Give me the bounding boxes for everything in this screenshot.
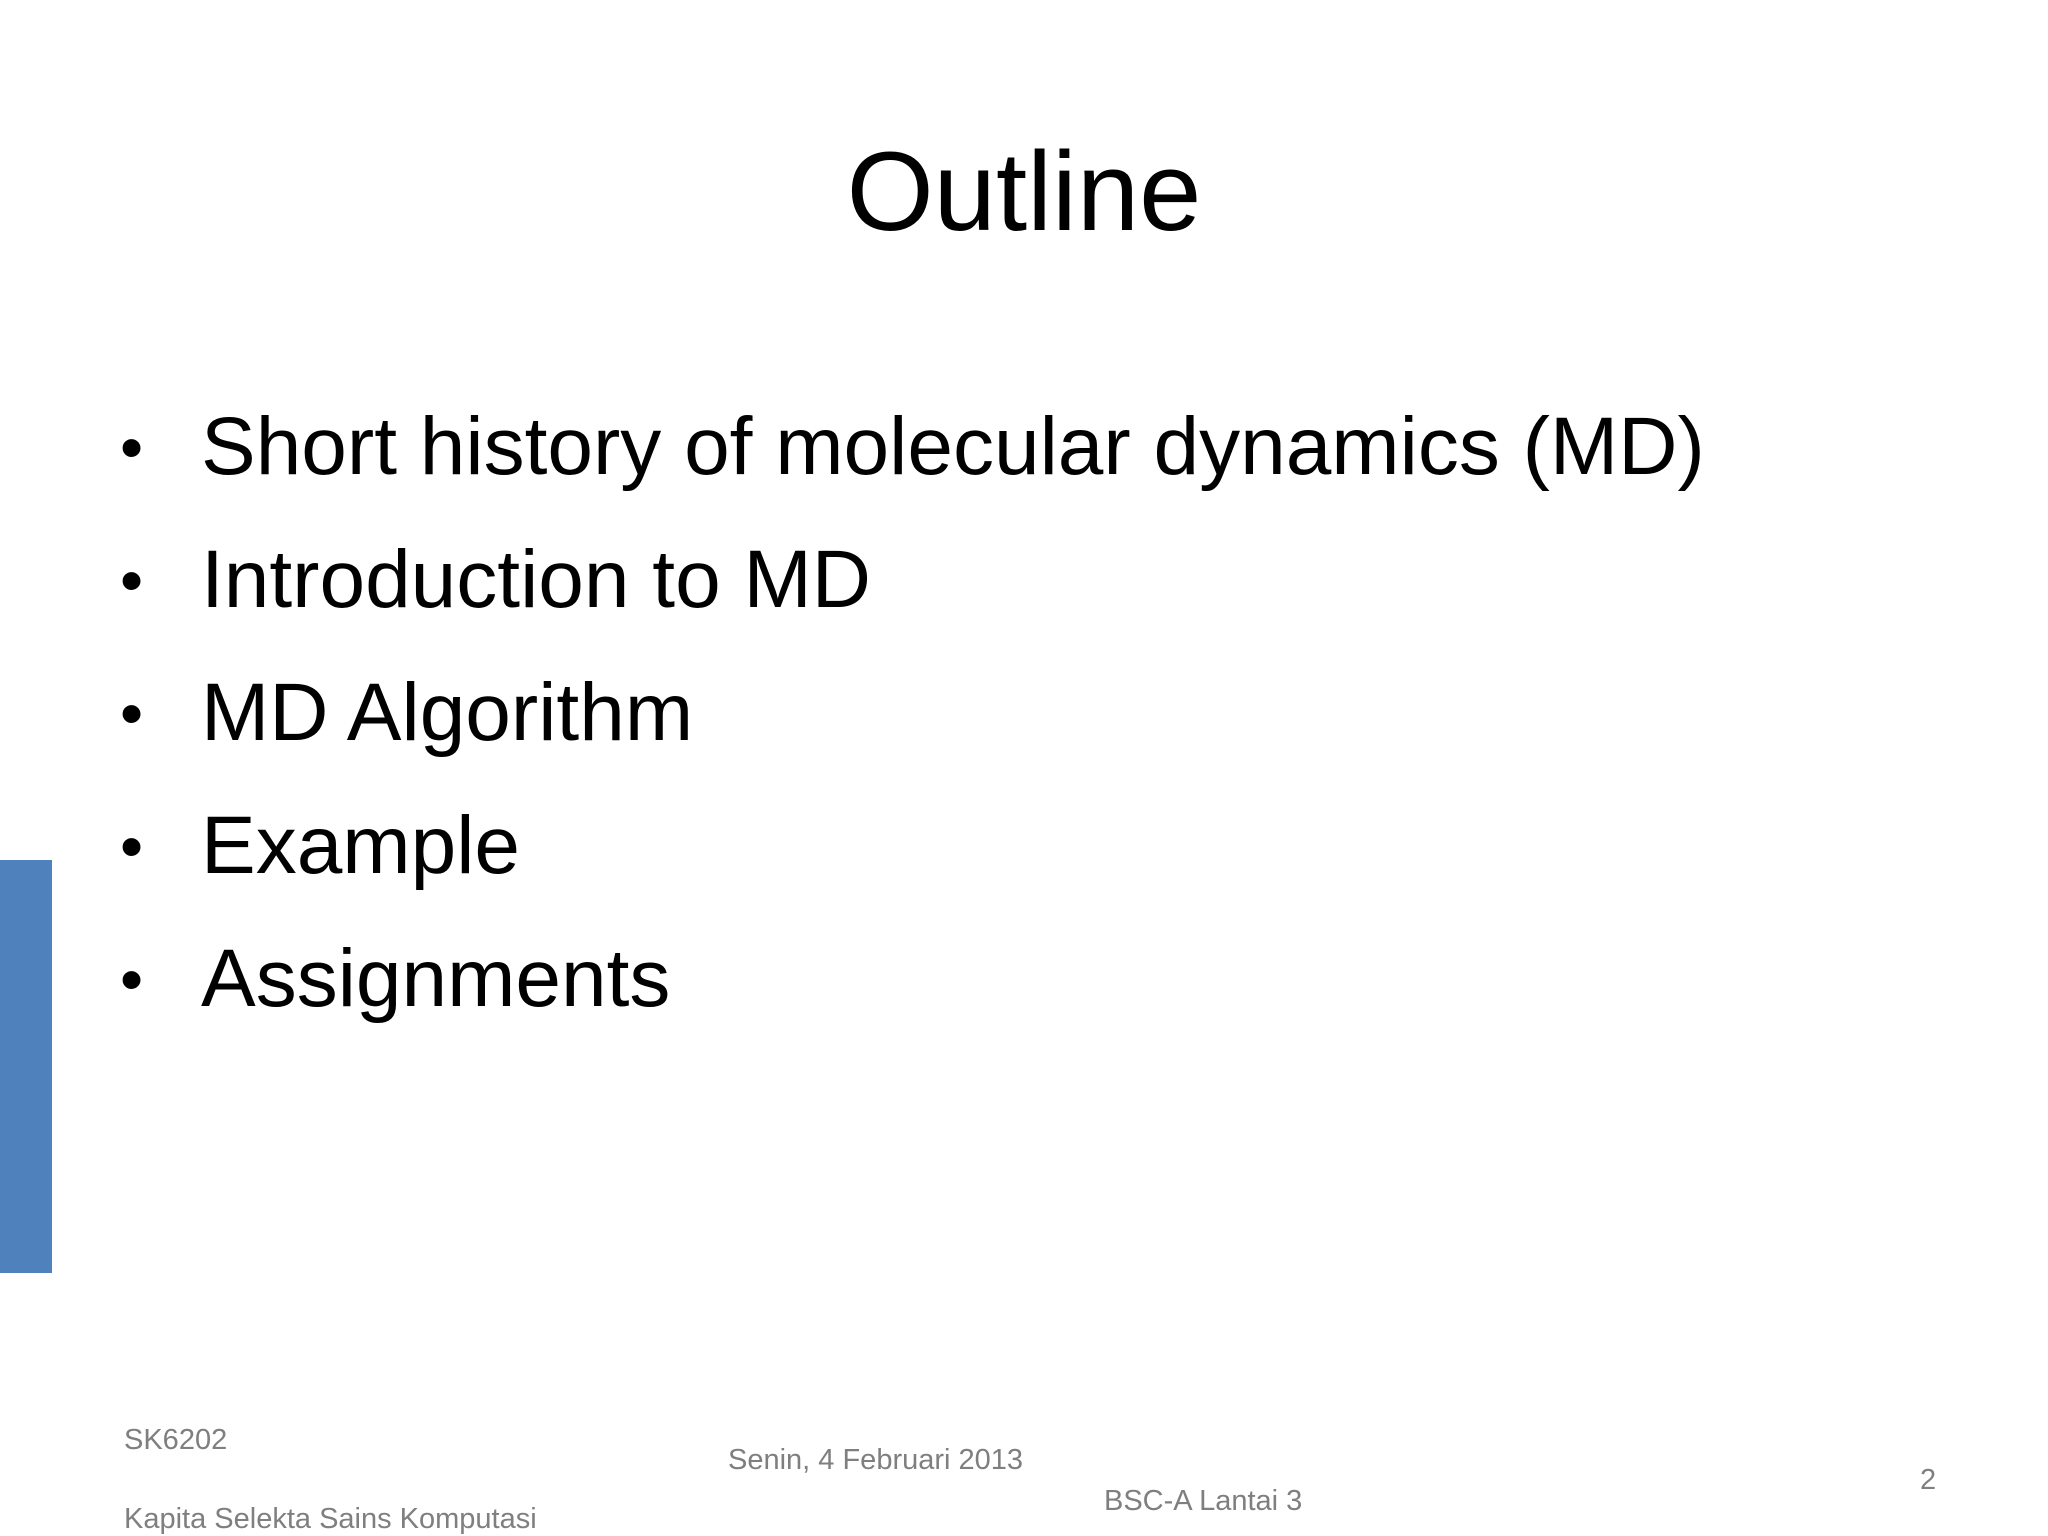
footer-course-name: Kapita Selekta Sains Komputasi (124, 1503, 537, 1535)
bullet-icon: • (120, 675, 144, 750)
footer-spacer (124, 1455, 537, 1505)
list-item-text: MD Algorithm (201, 666, 694, 758)
slide-title: Outline (846, 129, 1202, 254)
list-item-text: Short history of molecular dynamics (MD) (201, 400, 1705, 492)
footer-course-code: SK6202 (124, 1424, 228, 1456)
list-item (120, 646, 1705, 779)
list-item (120, 912, 1705, 1045)
footer-course (124, 1426, 537, 1534)
bullet-icon: • (120, 808, 144, 883)
footer-date: Senin, 4 Februari 2013 (728, 1444, 1024, 1476)
footer-location: BSC-A Lantai 3 (1104, 1485, 1303, 1517)
list-item (120, 513, 1705, 646)
page-number: 2 (1920, 1464, 1937, 1496)
list-item-text: Example (201, 799, 521, 891)
list-item-text: Introduction to MD (201, 533, 871, 625)
bullet-icon: • (120, 941, 144, 1016)
outline-list (120, 380, 1705, 1045)
bullet-icon: • (120, 409, 144, 484)
bullet-icon: • (120, 542, 144, 617)
list-item (120, 380, 1705, 513)
accent-bar (0, 860, 52, 1273)
list-item-text: Assignments (201, 932, 671, 1024)
list-item (120, 779, 1705, 912)
